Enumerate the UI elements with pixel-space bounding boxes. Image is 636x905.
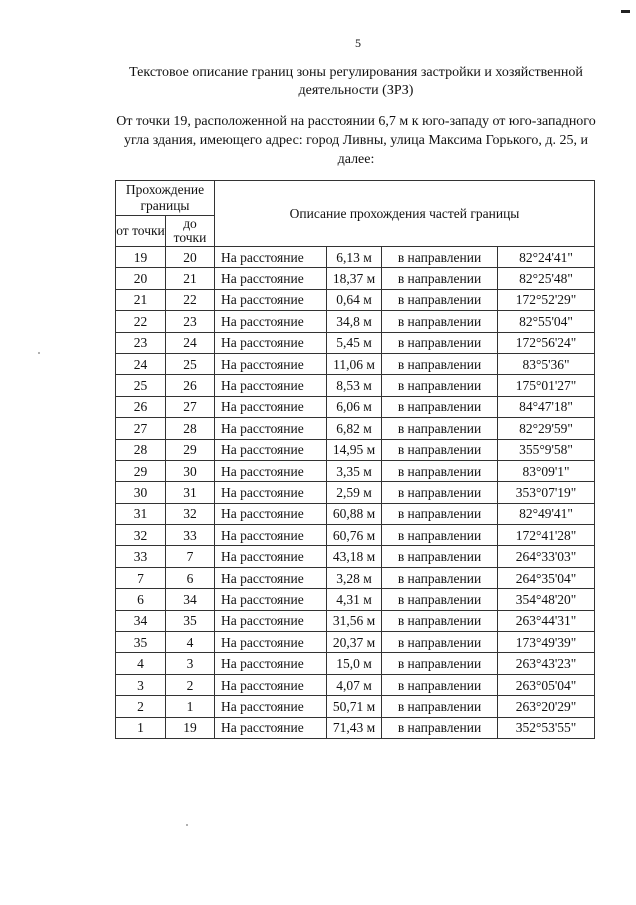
cell-direction-label: в направлении bbox=[382, 503, 498, 524]
table-row bbox=[116, 653, 595, 674]
cell-angle: 82°24'41" bbox=[498, 247, 595, 268]
table-row bbox=[116, 525, 595, 546]
table-row bbox=[116, 396, 595, 417]
cell-angle: 82°49'41" bbox=[498, 503, 595, 524]
cell-to: 25 bbox=[166, 353, 215, 374]
cell-distance-label: На расстояние bbox=[215, 439, 327, 460]
cell-distance-label: На расстояние bbox=[215, 653, 327, 674]
table-row bbox=[116, 717, 595, 738]
cell-angle: 355°9'58" bbox=[498, 439, 595, 460]
cell-angle: 263°43'23" bbox=[498, 653, 595, 674]
cell-distance: 20,37 м bbox=[327, 632, 382, 653]
cell-to: 33 bbox=[166, 525, 215, 546]
cell-to: 34 bbox=[166, 589, 215, 610]
cell-angle: 172°52'29" bbox=[498, 289, 595, 310]
cell-distance: 34,8 м bbox=[327, 311, 382, 332]
cell-distance-label: На расстояние bbox=[215, 332, 327, 353]
cell-distance-label: На расстояние bbox=[215, 375, 327, 396]
cell-distance-label: На расстояние bbox=[215, 353, 327, 374]
cell-angle: 175°01'27" bbox=[498, 375, 595, 396]
table-row bbox=[116, 632, 595, 653]
cell-to: 32 bbox=[166, 503, 215, 524]
cell-direction-label: в направлении bbox=[382, 418, 498, 439]
cell-distance-label: На расстояние bbox=[215, 268, 327, 289]
cell-distance-label: На расстояние bbox=[215, 717, 327, 738]
cell-to: 20 bbox=[166, 247, 215, 268]
cell-distance: 4,07 м bbox=[327, 674, 382, 695]
cell-to: 4 bbox=[166, 632, 215, 653]
cell-from: 25 bbox=[116, 375, 166, 396]
table-row bbox=[116, 482, 595, 503]
cell-from: 6 bbox=[116, 589, 166, 610]
cell-distance: 71,43 м bbox=[327, 717, 382, 738]
cell-distance: 4,31 м bbox=[327, 589, 382, 610]
cell-direction-label: в направлении bbox=[382, 332, 498, 353]
cell-angle: 263°20'29" bbox=[498, 696, 595, 717]
cell-from: 21 bbox=[116, 289, 166, 310]
cell-angle: 82°25'48" bbox=[498, 268, 595, 289]
table-row bbox=[116, 311, 595, 332]
table-row bbox=[116, 353, 595, 374]
cell-from: 19 bbox=[116, 247, 166, 268]
table-row bbox=[116, 503, 595, 524]
cell-from: 33 bbox=[116, 546, 166, 567]
cell-distance-label: На расстояние bbox=[215, 503, 327, 524]
cell-angle: 82°29'59" bbox=[498, 418, 595, 439]
cell-distance: 60,88 м bbox=[327, 503, 382, 524]
cell-distance-label: На расстояние bbox=[215, 632, 327, 653]
cell-distance: 8,53 м bbox=[327, 375, 382, 396]
cell-to: 28 bbox=[166, 418, 215, 439]
cell-from: 31 bbox=[116, 503, 166, 524]
cell-direction-label: в направлении bbox=[382, 289, 498, 310]
table-row bbox=[116, 674, 595, 695]
cell-to: 3 bbox=[166, 653, 215, 674]
cell-distance-label: На расстояние bbox=[215, 567, 327, 588]
cell-angle: 354°48'20" bbox=[498, 589, 595, 610]
scan-speck bbox=[38, 352, 40, 354]
cell-from: 20 bbox=[116, 268, 166, 289]
cell-from: 29 bbox=[116, 460, 166, 481]
cell-direction-label: в направлении bbox=[382, 460, 498, 481]
cell-angle: 173°49'39" bbox=[498, 632, 595, 653]
cell-direction-label: в направлении bbox=[382, 525, 498, 546]
cell-to: 19 bbox=[166, 717, 215, 738]
table-row bbox=[116, 567, 595, 588]
cell-angle: 84°47'18" bbox=[498, 396, 595, 417]
scan-speck bbox=[186, 824, 188, 826]
cell-angle: 263°05'04" bbox=[498, 674, 595, 695]
cell-direction-label: в направлении bbox=[382, 353, 498, 374]
cell-direction-label: в направлении bbox=[382, 653, 498, 674]
table-row bbox=[116, 546, 595, 567]
document-title: Текстовое описание границ зоны регулирования застройки и хозяйственной деятельности (ЗРЗ) bbox=[129, 65, 583, 98]
cell-direction-label: в направлении bbox=[382, 567, 498, 588]
corner-mark bbox=[621, 10, 630, 13]
cell-to: 24 bbox=[166, 332, 215, 353]
cell-distance-label: На расстояние bbox=[215, 546, 327, 567]
cell-angle: 263°44'31" bbox=[498, 610, 595, 631]
cell-from: 35 bbox=[116, 632, 166, 653]
cell-distance-label: На расстояние bbox=[215, 610, 327, 631]
cell-from: 22 bbox=[116, 311, 166, 332]
cell-distance-label: На расстояние bbox=[215, 525, 327, 546]
cell-angle: 352°53'55" bbox=[498, 717, 595, 738]
header-to: до точки bbox=[166, 216, 215, 247]
cell-distance-label: На расстояние bbox=[215, 418, 327, 439]
cell-direction-label: в направлении bbox=[382, 311, 498, 332]
cell-angle: 353°07'19" bbox=[498, 482, 595, 503]
cell-from: 28 bbox=[116, 439, 166, 460]
cell-angle: 264°35'04" bbox=[498, 567, 595, 588]
table-row bbox=[116, 439, 595, 460]
cell-distance-label: На расстояние bbox=[215, 289, 327, 310]
cell-direction-label: в направлении bbox=[382, 268, 498, 289]
cell-angle: 172°41'28" bbox=[498, 525, 595, 546]
cell-distance-label: На расстояние bbox=[215, 247, 327, 268]
cell-from: 2 bbox=[116, 696, 166, 717]
cell-distance-label: На расстояние bbox=[215, 482, 327, 503]
cell-angle: 83°09'1" bbox=[498, 460, 595, 481]
cell-distance: 0,64 м bbox=[327, 289, 382, 310]
cell-distance: 2,59 м bbox=[327, 482, 382, 503]
cell-angle: 172°56'24" bbox=[498, 332, 595, 353]
cell-distance-label: На расстояние bbox=[215, 396, 327, 417]
header-passage: Прохождение границы bbox=[116, 181, 215, 216]
cell-direction-label: в направлении bbox=[382, 717, 498, 738]
table-row bbox=[116, 610, 595, 631]
table-row bbox=[116, 332, 595, 353]
cell-distance: 5,45 м bbox=[327, 332, 382, 353]
cell-direction-label: в направлении bbox=[382, 247, 498, 268]
cell-direction-label: в направлении bbox=[382, 396, 498, 417]
table-row bbox=[116, 460, 595, 481]
cell-to: 27 bbox=[166, 396, 215, 417]
cell-to: 31 bbox=[166, 482, 215, 503]
cell-direction-label: в направлении bbox=[382, 589, 498, 610]
cell-distance: 3,35 м bbox=[327, 460, 382, 481]
cell-distance: 31,56 м bbox=[327, 610, 382, 631]
cell-direction-label: в направлении bbox=[382, 632, 498, 653]
cell-from: 23 bbox=[116, 332, 166, 353]
table-row bbox=[116, 589, 595, 610]
cell-distance: 6,06 м bbox=[327, 396, 382, 417]
cell-to: 23 bbox=[166, 311, 215, 332]
cell-angle: 83°5'36" bbox=[498, 353, 595, 374]
cell-direction-label: в направлении bbox=[382, 375, 498, 396]
cell-direction-label: в направлении bbox=[382, 674, 498, 695]
cell-distance: 18,37 м bbox=[327, 268, 382, 289]
cell-distance-label: На расстояние bbox=[215, 460, 327, 481]
cell-from: 34 bbox=[116, 610, 166, 631]
cell-to: 7 bbox=[166, 546, 215, 567]
cell-distance-label: На расстояние bbox=[215, 589, 327, 610]
cell-distance-label: На расстояние bbox=[215, 674, 327, 695]
cell-from: 30 bbox=[116, 482, 166, 503]
cell-distance: 14,95 м bbox=[327, 439, 382, 460]
cell-angle: 82°55'04" bbox=[498, 311, 595, 332]
cell-to: 6 bbox=[166, 567, 215, 588]
intro-paragraph: От точки 19, расположенной на расстоянии 6,7 м к юго-западу от юго-западного угла здания, имеющего адрес: город Ливны, улица Максима Горького, д. 25, и далее: bbox=[116, 114, 596, 167]
cell-from: 7 bbox=[116, 567, 166, 588]
table-row bbox=[116, 247, 595, 268]
cell-from: 32 bbox=[116, 525, 166, 546]
header-description: Описание прохождения частей границы bbox=[215, 181, 595, 247]
cell-from: 27 bbox=[116, 418, 166, 439]
table-body bbox=[116, 247, 595, 739]
cell-distance: 43,18 м bbox=[327, 546, 382, 567]
cell-from: 1 bbox=[116, 717, 166, 738]
cell-distance: 6,13 м bbox=[327, 247, 382, 268]
cell-distance: 15,0 м bbox=[327, 653, 382, 674]
cell-distance: 50,71 м bbox=[327, 696, 382, 717]
cell-to: 29 bbox=[166, 439, 215, 460]
cell-to: 35 bbox=[166, 610, 215, 631]
cell-distance: 6,82 м bbox=[327, 418, 382, 439]
cell-from: 26 bbox=[116, 396, 166, 417]
cell-from: 3 bbox=[116, 674, 166, 695]
cell-distance: 60,76 м bbox=[327, 525, 382, 546]
cell-direction-label: в направлении bbox=[382, 696, 498, 717]
cell-direction-label: в направлении bbox=[382, 610, 498, 631]
cell-to: 1 bbox=[166, 696, 215, 717]
cell-from: 4 bbox=[116, 653, 166, 674]
header-from: от точки bbox=[116, 216, 166, 247]
cell-distance-label: На расстояние bbox=[215, 311, 327, 332]
table-row bbox=[116, 696, 595, 717]
cell-to: 2 bbox=[166, 674, 215, 695]
table-row bbox=[116, 375, 595, 396]
boundary-table bbox=[115, 180, 595, 739]
cell-direction-label: в направлении bbox=[382, 482, 498, 503]
cell-from: 24 bbox=[116, 353, 166, 374]
table-row bbox=[116, 289, 595, 310]
table-row bbox=[116, 268, 595, 289]
cell-direction-label: в направлении bbox=[382, 546, 498, 567]
page-number: 5 bbox=[355, 36, 361, 50]
cell-to: 26 bbox=[166, 375, 215, 396]
cell-direction-label: в направлении bbox=[382, 439, 498, 460]
table-row bbox=[116, 418, 595, 439]
cell-angle: 264°33'03" bbox=[498, 546, 595, 567]
cell-distance: 11,06 м bbox=[327, 353, 382, 374]
cell-to: 30 bbox=[166, 460, 215, 481]
cell-distance: 3,28 м bbox=[327, 567, 382, 588]
cell-to: 21 bbox=[166, 268, 215, 289]
cell-to: 22 bbox=[166, 289, 215, 310]
cell-distance-label: На расстояние bbox=[215, 696, 327, 717]
